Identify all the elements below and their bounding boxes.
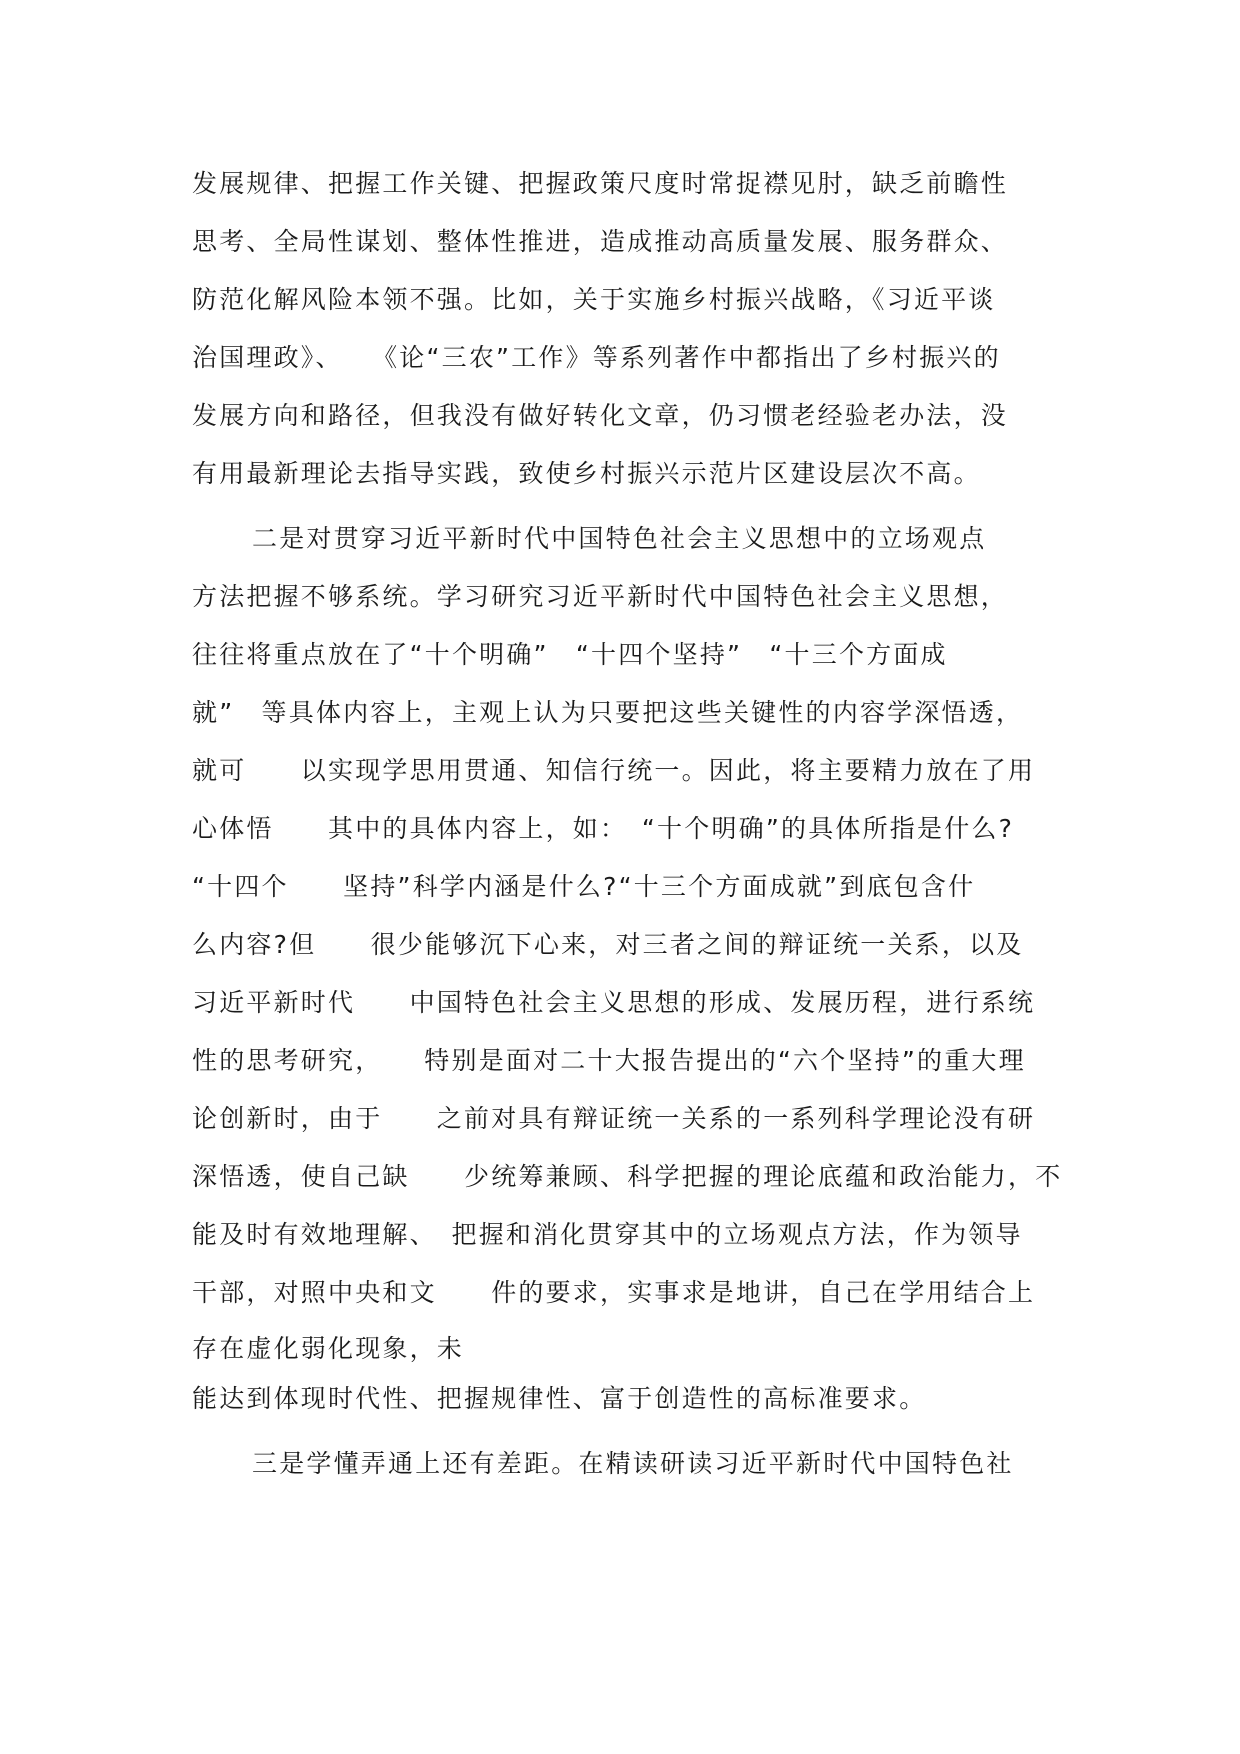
text-line: 能及时有效地理解、 把握和消化贯穿其中的立场观点方法，作为领导 bbox=[192, 1220, 1023, 1249]
text-line: 思考、全局性谋划、整体性推进，造成推动高质量发展、服务群众、 bbox=[192, 227, 1009, 256]
text-line: 性的思考研究， 特别是面对二十大报告提出的“六个坚持”的重大理 bbox=[192, 1046, 1026, 1075]
text-line: 方法把握不够系统。学习研究习近平新时代中国特色社会主义思想， bbox=[192, 582, 1009, 611]
text-line: 发展规律、把握工作关键、把握政策尺度时常捉襟见肘，缺乏前瞻性 bbox=[192, 169, 1009, 198]
text-line: “十四个 坚持”科学内涵是什么?“十三个方面成就”到底包含什 bbox=[192, 872, 976, 901]
text-line: 治国理政》、 《论“三农”工作》等系列著作中都指出了乡村振兴的 bbox=[192, 343, 1001, 372]
text-line: 就可 以实现学思用贯通、知信行统一。因此，将主要精力放在了用 bbox=[192, 756, 1036, 785]
text-line: 存在虚化弱化现象，未 bbox=[192, 1334, 465, 1363]
text-line: 习近平新时代 中国特色社会主义思想的形成、发展历程，进行系统 bbox=[192, 988, 1036, 1017]
text-line: 深悟透，使自己缺 少统筹兼顾、科学把握的理论底蕴和政治能力，不 bbox=[192, 1162, 1063, 1191]
text-line: 往往将重点放在了“十个明确” “十四个坚持” “十三个方面成 bbox=[192, 640, 948, 669]
text-line: 防范化解风险本领不强。比如，关于实施乡村振兴战略，《习近平谈 bbox=[192, 285, 996, 314]
text-line: 心体悟 其中的具体内容上，如： “十个明确”的具体所指是什么? bbox=[192, 814, 1015, 843]
text-line: 论创新时，由于 之前对具有辩证统一关系的一系列科学理论没有研 bbox=[192, 1104, 1036, 1133]
text-line: 么内容?但 很少能够沉下心来，对三者之间的辩证统一关系，以及 bbox=[192, 930, 1024, 959]
paragraph-start-line: 三是学懂弄通上还有差距。在精读研读习近平新时代中国特色社 bbox=[252, 1449, 1014, 1478]
text-line: 能达到体现时代性、把握规律性、富于创造性的高标准要求。 bbox=[192, 1384, 927, 1413]
paragraph-start-line: 二是对贯穿习近平新时代中国特色社会主义思想中的立场观点 bbox=[252, 524, 987, 553]
text-line: 有用最新理论去指导实践，致使乡村振兴示范片区建设层次不高。 bbox=[192, 459, 981, 488]
text-line: 干部，对照中央和文 件的要求，实事求是地讲，自己在学用结合上 bbox=[192, 1278, 1036, 1307]
text-line: 就” 等具体内容上，主观上认为只要把这些关键性的内容学深悟透， bbox=[192, 698, 1024, 727]
text-line: 发展方向和路径，但我没有做好转化文章，仍习惯老经验老办法，没 bbox=[192, 401, 1009, 430]
